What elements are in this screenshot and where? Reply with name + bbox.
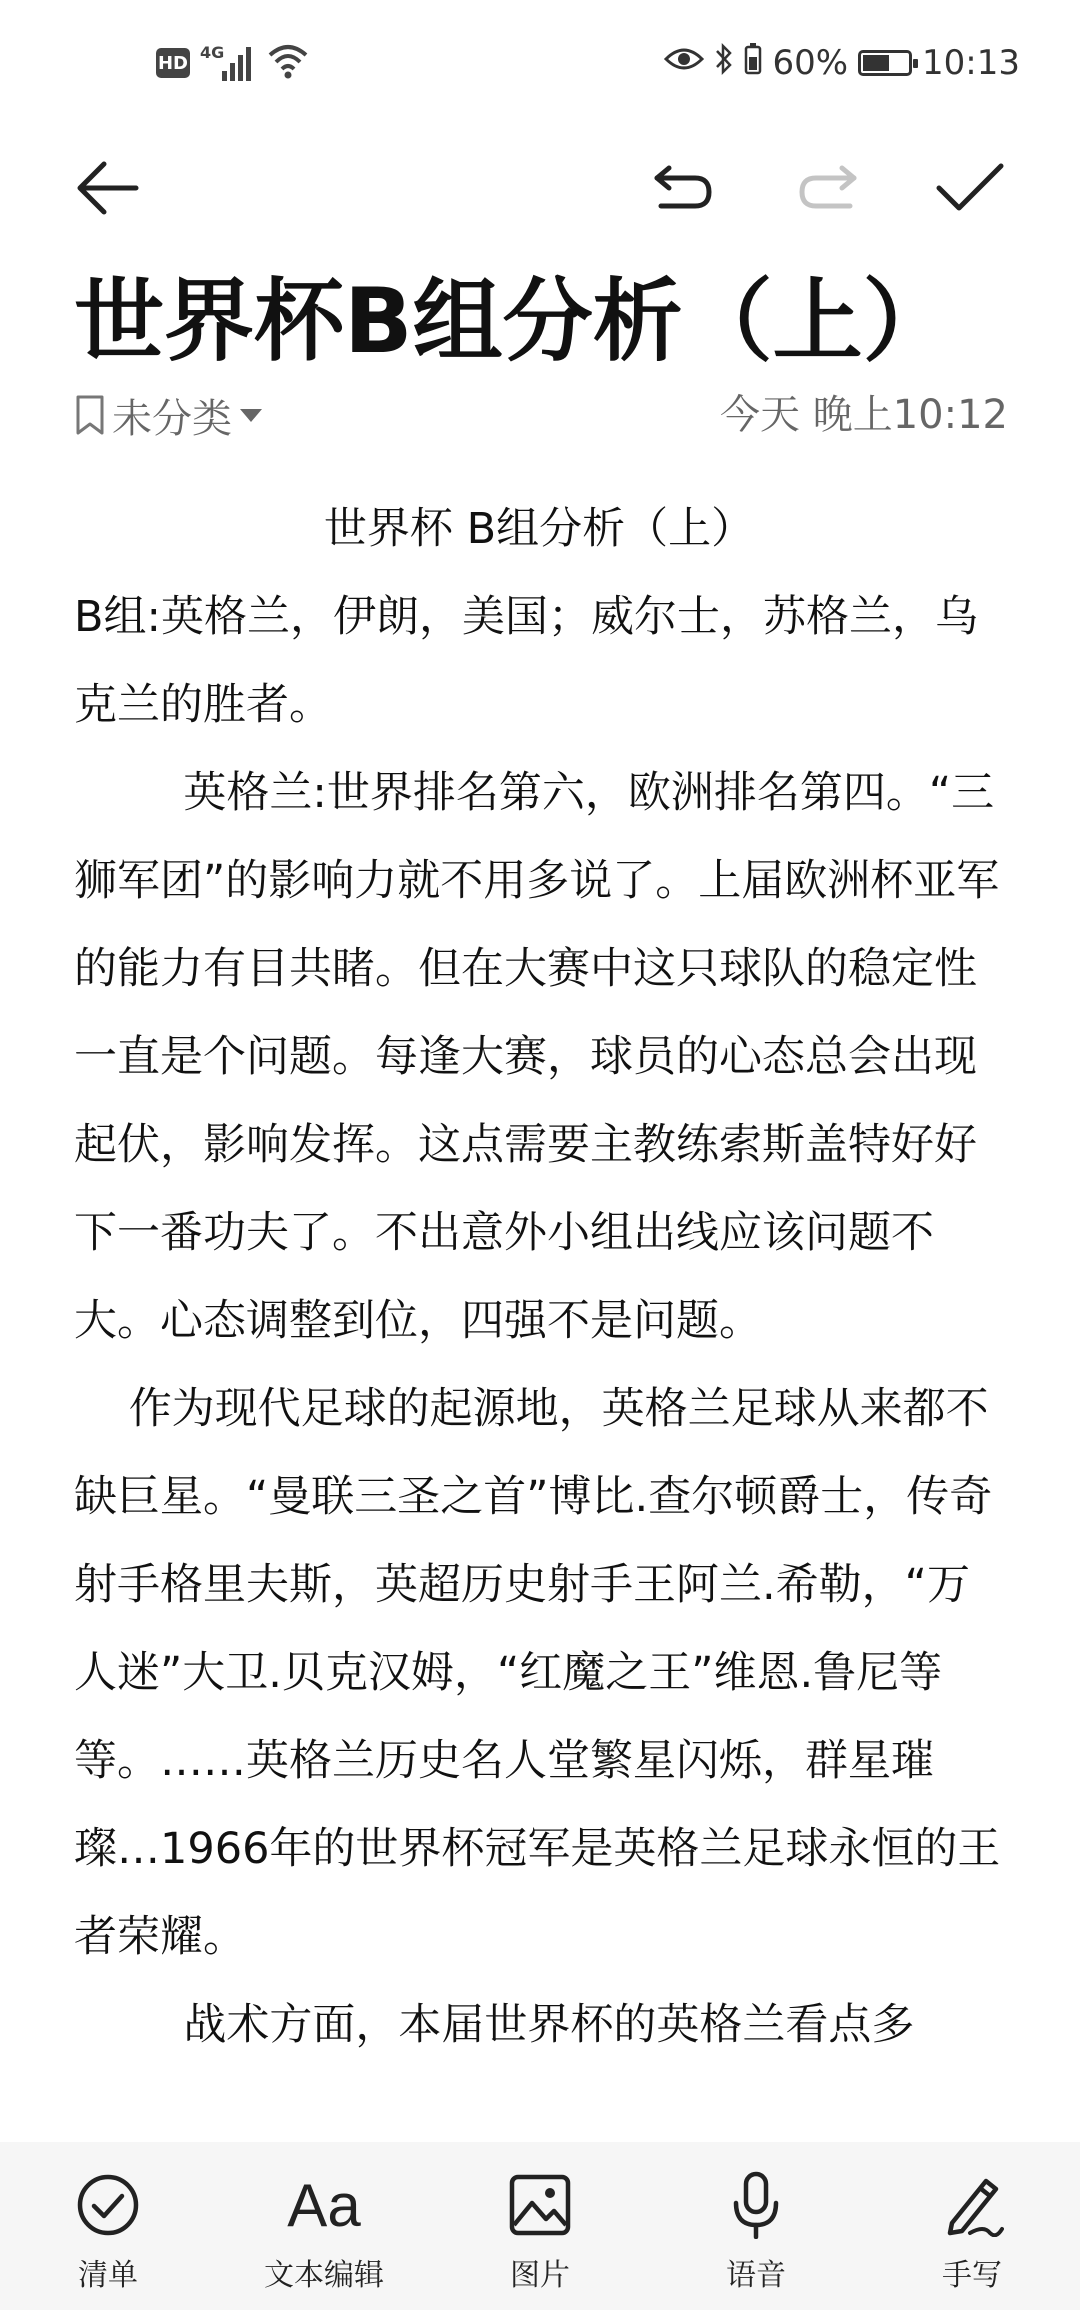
microphone-icon bbox=[731, 2170, 781, 2240]
pen-icon bbox=[940, 2170, 1004, 2240]
text-format-label: 文本编辑 bbox=[264, 2258, 384, 2293]
text-format-icon: Aa bbox=[287, 2171, 361, 2239]
clock: 10:13 bbox=[922, 43, 1020, 83]
status-right bbox=[664, 38, 1020, 88]
arrow-left-icon bbox=[76, 158, 140, 218]
handwriting-label: 手写 bbox=[942, 2258, 1002, 2293]
note-title[interactable]: 世界杯B组分析（上） bbox=[74, 269, 953, 374]
checklist-icon bbox=[76, 2170, 140, 2240]
note-meta bbox=[74, 385, 1008, 445]
voice-button[interactable] bbox=[656, 2170, 856, 2294]
note-timestamp: 今天 晚上10:12 bbox=[720, 392, 1008, 438]
status-left bbox=[156, 40, 310, 86]
undo-icon bbox=[651, 160, 715, 216]
image-button[interactable] bbox=[440, 2170, 640, 2294]
battery-icon bbox=[858, 50, 912, 76]
checklist-label: 清单 bbox=[78, 2258, 138, 2293]
note-body[interactable] bbox=[74, 485, 1004, 2069]
category-label: 未分类 bbox=[112, 395, 232, 442]
back-button[interactable] bbox=[68, 148, 148, 228]
category-selector[interactable] bbox=[74, 385, 264, 445]
text-format-button[interactable] bbox=[224, 2170, 424, 2294]
image-icon bbox=[508, 2170, 572, 2240]
bluetooth-icon bbox=[714, 41, 734, 86]
battery-percent: 60% bbox=[772, 43, 849, 83]
editor-toolbar bbox=[0, 130, 1080, 240]
bottom-toolbar bbox=[0, 2142, 1080, 2310]
body-paragraph: 作为现代足球的起源地，英格兰足球从来都不缺巨星。“曼联三圣之首”博比.查尔顿爵士，传奇射手格里夫斯，英超历史射手王阿兰.希勒，“万人迷”大卫.贝克汉姆，“红魔之王”维恩.鲁尼等等。……英格兰历史名人堂繁星闪烁，群星璀璨…1966年的世界杯冠军是英格兰足球永恒的王者荣耀。 bbox=[74, 1384, 1001, 1962]
check-icon bbox=[935, 160, 1005, 216]
hd-badge: HD bbox=[156, 48, 190, 78]
image-label: 图片 bbox=[510, 2258, 570, 2293]
checklist-button[interactable] bbox=[8, 2170, 208, 2294]
status-bar bbox=[0, 0, 1080, 126]
voice-label: 语音 bbox=[726, 2258, 786, 2293]
handwriting-button[interactable] bbox=[872, 2170, 1072, 2294]
cellular-signal-icon: 4G bbox=[200, 43, 256, 83]
eye-icon bbox=[664, 43, 704, 83]
body-paragraph: B组:英格兰，伊朗，美国；威尔士，苏格兰，乌克兰的胜者。 bbox=[74, 592, 978, 730]
body-paragraph: 英格兰:世界排名第六，欧洲排名第四。“三狮军团”的影响力就不用多说了。上届欧洲杯亚军的能力有目共睹。但在大赛中这只球队的稳定性一直是个问题。每逢大赛，球员的心态总会出现起伏，影响发挥。这点需要主教练索斯盖特好好下一番功夫了。不出意外小组出线应该问题不大。心态调整到位，四强不是问题。 bbox=[74, 768, 1000, 1346]
confirm-button[interactable] bbox=[930, 148, 1010, 228]
body-heading: 世界杯 B组分析（上） bbox=[323, 504, 755, 554]
battery-saver-icon bbox=[744, 43, 762, 84]
undo-button[interactable] bbox=[643, 148, 723, 228]
redo-icon bbox=[796, 160, 860, 216]
body-paragraph: 战术方面，本届世界杯的英格兰看点多 bbox=[74, 2000, 915, 2050]
bookmark-icon bbox=[74, 394, 106, 436]
wifi-icon bbox=[266, 41, 310, 85]
redo-button[interactable] bbox=[788, 148, 868, 228]
caret-down-icon bbox=[238, 405, 264, 425]
